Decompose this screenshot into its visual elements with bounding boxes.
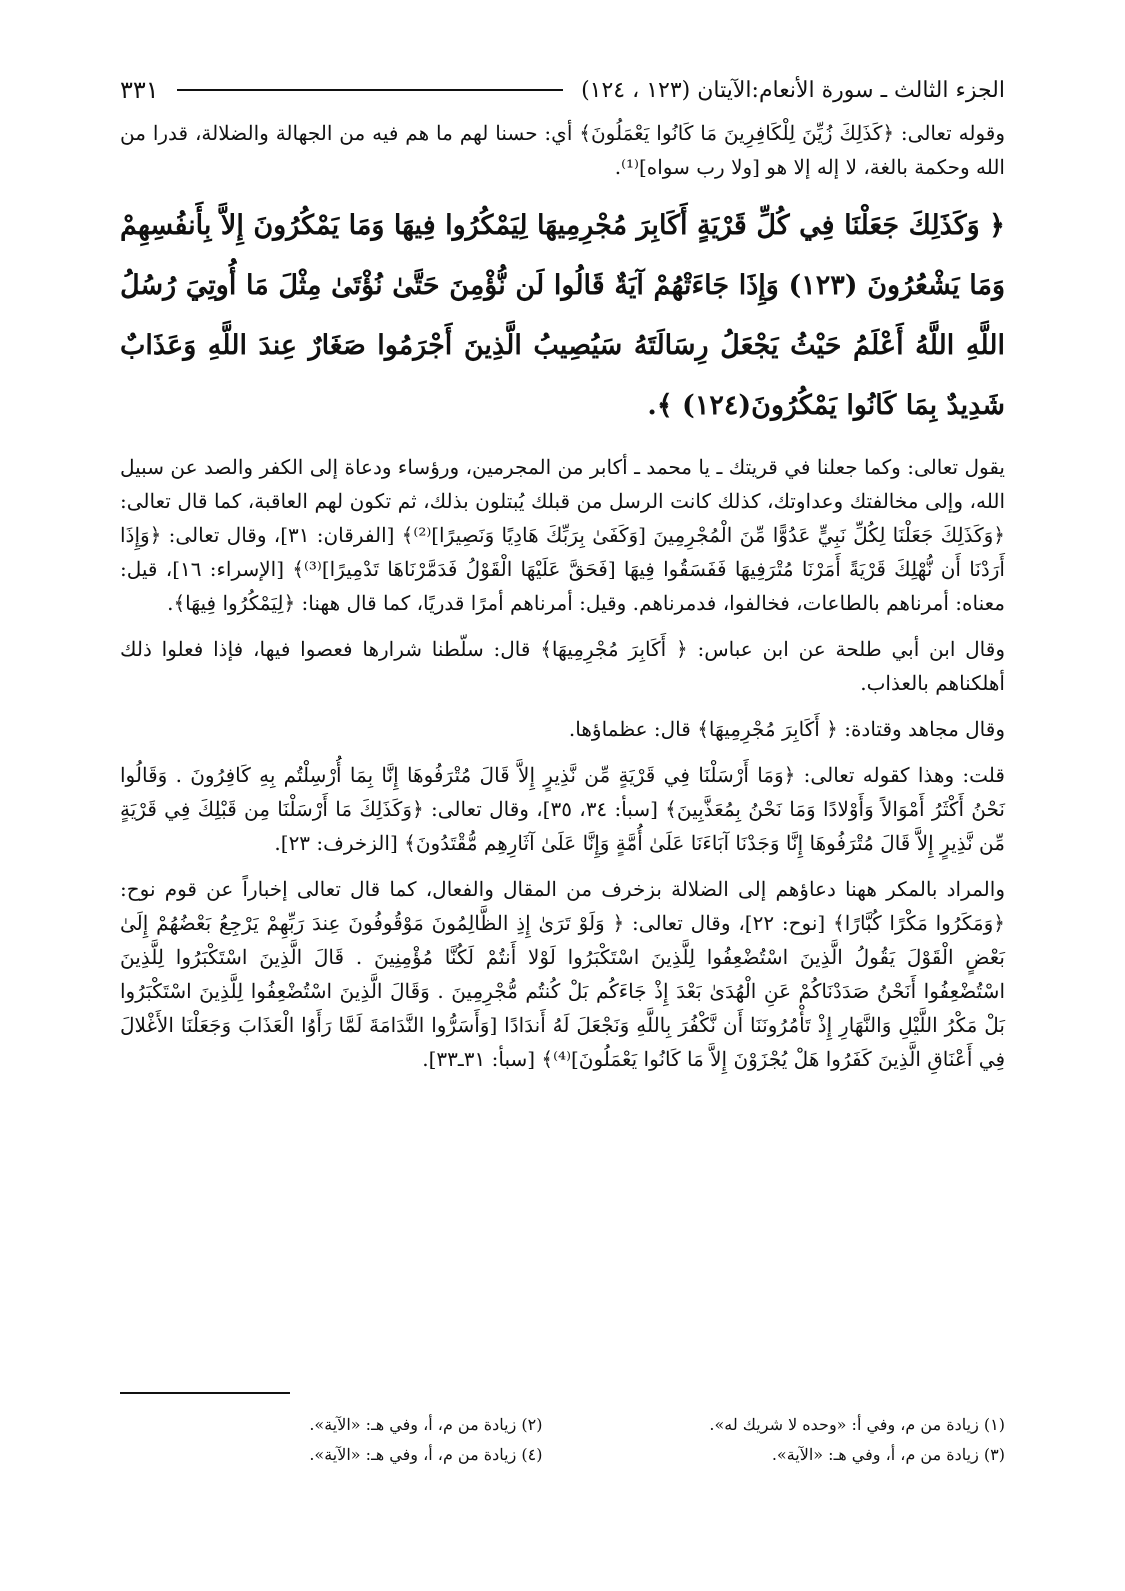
page-number: ٣٣١ <box>120 76 159 104</box>
quran-verse-block: ﴿ وَكَذَلِكَ جَعَلْنَا فِي كُلِّ قَرْيَةٍ أَكَابِرَ مُجْرِمِيهَا لِيَمْكُرُوا فِيهَا وَمَا يَمْكُرُونَ إِلاَّ بِأَنفُسِهِمْ وَمَا يَشْعُرُونَ (١٢٣) وَإِذَا جَاءَتْهُمْ آيَةٌ قَالُوا لَن نُّؤْمِنَ حَتَّىٰ نُؤْتَىٰ مِثْلَ مَا أُوتِيَ رُسُلُ اللَّهِ اللَّهُ أَعْلَمُ حَيْثُ يَجْعَلُ رِسَالَتَهُ سَيُصِيبُ الَّذِينَ أَجْرَمُوا صَغَارٌ عِندَ اللَّهِ وَعَذَابٌ شَدِيدٌ بِمَا كَانُوا يَمْكُرُونَ(١٢٤) ﴾. <box>120 210 1005 421</box>
footnote-2: (٢) زيادة من م، أ، وفي هـ: «الآية». <box>309 1415 543 1434</box>
footnote-1: (١) زيادة من م، وفي أ: «وحده لا شريك له». <box>709 1415 1005 1434</box>
commentary-paragraph-1: وقوله تعالى: ﴿كَذَلِكَ زُيِّنَ لِلْكَافِرِينَ مَا كَانُوا يَعْمَلُونَ﴾ أي: حسنا لهم ما هم فيه من الجهالة والضلالة، قدرا من الله وحكمة بالغة، لا إله إلا هو [ولا رب سواه]⁽¹⁾. <box>120 121 1005 179</box>
running-header <box>120 70 1005 110</box>
header-rule <box>177 89 563 91</box>
commentary-paragraph-6: والمراد بالمكر ههنا دعاؤهم إلى الضلالة بزخرف من المقال والفعال، كما قال تعالى إخباراً عن قوم نوح: ﴿وَمَكَرُوا مَكْرًا كُبَّارًا﴾ [نوح: ٢٢]، وقال تعالى: ﴿ وَلَوْ تَرَىٰ إِذِ الظَّالِمُونَ مَوْقُوفُونَ عِندَ رَبِّهِمْ يَرْجِعُ بَعْضُهُمْ إِلَىٰ بَعْضٍ الْقَوْلَ يَقُولُ الَّذِينَ اسْتُضْعِفُوا لِلَّذِينَ اسْتَكْبَرُوا لَوْلا أَنتُمْ لَكُنَّا مُؤْمِنِينَ . قَالَ الَّذِينَ اسْتَكْبَرُوا لِلَّذِينَ اسْتُضْعِفُوا أَنَحْنُ صَدَدْنَاكُمْ عَنِ الْهُدَىٰ بَعْدَ إِذْ جَاءَكُم بَلْ كُنتُم مُّجْرِمِينَ . وَقَالَ الَّذِينَ اسْتُضْعِفُوا لِلَّذِينَ اسْتَكْبَرُوا بَلْ مَكْرُ اللَّيْلِ وَالنَّهَارِ إِذْ تَأْمُرُونَنَا أَن نَّكْفُرَ بِاللَّهِ وَنَجْعَلَ لَهُ أَندَادًا [وَأَسَرُّوا النَّدَامَةَ لَمَّا رَأَوُا الْعَذَابَ وَجَعَلْنَا الأَغْلالَ فِي أَعْنَاقِ الَّذِينَ كَفَرُوا هَلْ يُجْزَوْنَ إِلاَّ مَا كَانُوا يَعْمَلُونَ]⁽⁴⁾﴾ [سبأ: ٣١ـ٣٣]. <box>120 877 1005 1071</box>
footnote-4: (٤) زيادة من م، أ، وفي هـ: «الآية». <box>309 1445 543 1464</box>
header-title: الجزء الثالث ـ سورة الأنعام:الآيتان (١٢٣ ، ١٢٤) <box>581 77 1005 103</box>
footnote-separator <box>120 1392 290 1394</box>
commentary-paragraph-5: قلت: وهذا كقوله تعالى: ﴿وَمَا أَرْسَلْنَا فِي قَرْيَةٍ مِّن نَّذِيرٍ إِلاَّ قَالَ مُتْرَفُوهَا إِنَّا بِمَا أُرْسِلْتُم بِهِ كَافِرُونَ . وَقَالُوا نَحْنُ أَكْثَرُ أَمْوَالاً وَأَوْلادًا وَمَا نَحْنُ بِمُعَذَّبِينَ﴾ [سبأ: ٣٤، ٣٥]، وقال تعالى: ﴿وَكَذَلِكَ مَا أَرْسَلْنَا مِن قَبْلِكَ فِي قَرْيَةٍ مِّن نَّذِيرٍ إِلاَّ قَالَ مُتْرَفُوهَا إِنَّا وَجَدْنَا آبَاءَنَا عَلَىٰ أُمَّةٍ وَإِنَّا عَلَىٰ آثَارِهِم مُّقْتَدُونَ﴾ [الزخرف: ٢٣]. <box>120 763 1005 855</box>
commentary-paragraph-3: وقال ابن أبي طلحة عن ابن عباس: ﴿ أَكَابِرَ مُجْرِمِيهَا﴾ قال: سلّطنا شرارها فعصوا فيها، فإذا فعلوا ذلك أهلكناهم بالعذاب. <box>120 637 1005 695</box>
footnotes <box>120 1410 1005 1470</box>
commentary-paragraph-2: يقول تعالى: وكما جعلنا في قريتك ـ يا محمد ـ أكابر من المجرمين، ورؤساء ودعاة إلى الكفر والصد عن سبيل الله، وإلى مخالفتك وعداوتك، كذلك كانت الرسل من قبلك يُبتلون بذلك، ثم تكون لهم العاقبة، كما قال تعالى: ﴿وَكَذَلِكَ جَعَلْنَا لِكُلِّ نَبِيٍّ عَدُوًّا مِّنَ الْمُجْرِمِينَ [وَكَفَىٰ بِرَبِّكَ هَادِيًا وَنَصِيرًا]⁽²⁾﴾ [الفرقان: ٣١]، وقال تعالى: ﴿وَإِذَا أَرَدْنَا أَن نُّهْلِكَ قَرْيَةً أَمَرْنَا مُتْرَفِيهَا فَفَسَقُوا فِيهَا [فَحَقَّ عَلَيْهَا الْقَوْلُ فَدَمَّرْنَاهَا تَدْمِيرًا]⁽³⁾﴾ [الإسراء: ١٦]، قيل: معناه: أمرناهم بالطاعات، فخالفوا، فدمرناهم. وقيل: أمرناهم أمرًا قدريًا، كما قال ههنا: ﴿لِيَمْكُرُوا فِيهَا﴾. <box>120 455 1006 615</box>
commentary-paragraph-4: وقال مجاهد وقتادة: ﴿ أَكَابِرَ مُجْرِمِيهَا﴾ قال: عظماؤها. <box>568 717 1005 741</box>
footnote-3: (٣) زيادة من م، أ، وفي هـ: «الآية». <box>771 1445 1005 1464</box>
